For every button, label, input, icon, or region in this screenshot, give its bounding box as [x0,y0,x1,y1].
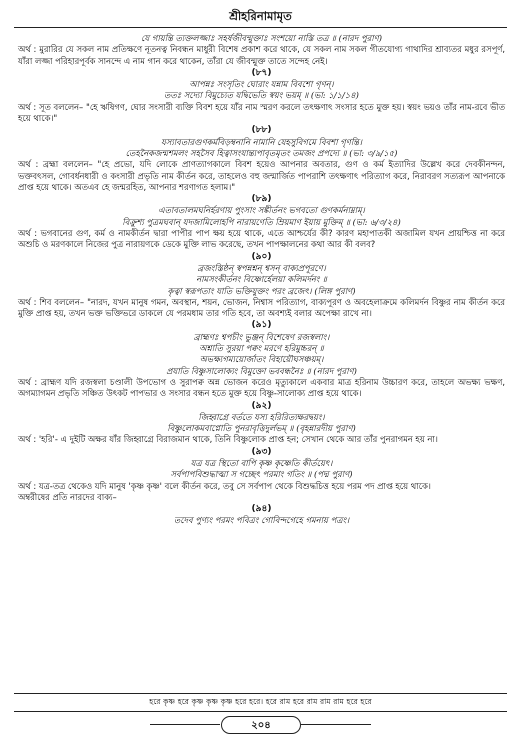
meaning-paragraph: অর্থ : ভগবানের গুণ, কর্ম ও নামকীর্তন দ্বারা পাপীর পাপ ক্ষয় হয়ে থাকে, এতে আশ্চর্যের কী? কারণ মহাপাতকী অজামিল যখন প্রায়শ্চিত্ত না করে অশুচি ও মরণকালে নিজের পুত্র নারায়ণকে ডেকে মুক্তি লাভ করেছে, তখন পাপক্ষালনের কথা আর কী বলব? [18,228,505,250]
verse-number: (৮৮) [251,125,272,136]
verse-line: বিক্রুশ্য পুত্রমঘবান্ যদজামিলোহপি নারায়ণেতি ম্রিয়মাণ ইয়ায় মুক্তিম্ ॥ (ভা: ৬/৩/২৪) [122,216,401,227]
verse-number: (৯৪) [251,504,272,515]
meaning-paragraph: অর্থ : যত্র-তত্র থেকেও যদি মানুষ 'কৃষ্ণ কৃষ্ণ' বলে কীর্তন করে, তবু সে সর্বপাপ থেকে বিশুদ্ধচিত্ত হয়ে পরম পদ প্রাপ্ত হয়ে থাকে। [18,480,431,491]
verse-number: (৯০) [251,251,272,262]
verse-line: কৃত্বা স্বরূপতাং যাতি ভক্তিযুক্তং পরং ব্রজেৎ। (লিঙ্গ পুরাণ) [167,285,356,296]
page-number-ornament-left [150,724,220,725]
meaning-paragraph: অর্থ : সূত বললেন– "হে ঋষিগণ, ঘোর সংসারী ব্যক্তি বিবশ হয়ে যাঁর নাম স্মরণ করলে তৎক্ষণাৎ সংসার হতে মুক্ত হয়। স্বয়ং ভয়ও তাঁর নাম-রবে ভীত হয়ে থাকে।" [18,101,505,124]
footer-divider-bottom [14,711,507,712]
page-number-frame [221,716,301,734]
verse-number: (৮৭) [251,67,272,78]
verse-line: যে গায়ন্তি ত্যক্তলজ্জাঃ সহর্ষজীবন্মুক্তাঃ সংশয়ো নাস্তি তত্র ॥ (নারদ পুরাণ) [140,33,383,43]
verse-line: যত্র যত্র স্থিতো বাপি কৃষ্ণ কৃষ্ণেতি কীর্তয়েৎ। [190,457,333,468]
verse-line: যস্যাবতারগুণকর্মবিড়ম্বনানি নামানি যেহসুবিগমে বিবশা গৃণন্তি। [160,136,363,147]
page-body [18,33,505,527]
verse-line: অশ্নাতি সুরয়া পক্বং মরণে হরিমুচ্চরন্ ॥ [199,343,324,354]
meaning-paragraph: অর্থ : ব্রাহ্মণ যদি রজস্বলা চণ্ডালী উপভোগ ও সুরাপক্ব অন্ন ভোজন করেও মৃত্যুকালে একবার মাত্র হরিনাম উচ্চারণ করে, তাহলে অভক্ষ্য ভক্ষণ, অগম্যাগমন প্রভৃতি সঞ্চিত উৎকট পাপভার ও সংসার বন্ধন হতে মুক্ত হয়ে বিষ্ণু-সালোক্য প্রাপ্ত হয়ে থাকে। [18,376,505,399]
verse-number: (৮৯) [251,194,272,205]
verse-line: জিহ্বাগ্রে বর্ততে যস্য হরিরিত্যক্ষরদ্বয়ং। [198,411,325,422]
verse-number: (৯৩) [251,446,272,457]
verse-line: বিষ্ণুলোকমবাপ্নোতি পুনরাবৃত্তিদুর্লভম্ ॥ (বৃহন্নারদীয় পুরাণ) [167,423,356,434]
footer-divider-top [14,693,507,694]
verse-line: ব্রাহ্মণঃ শ্বপচীং ভুঞ্জন্ বিশেষেণ রজস্বলাং। [193,331,330,342]
meaning-paragraph: অর্থ : মুরারির যে সকল নাম প্রতিক্ষণে নূতনত্ব নিবন্ধন মাধুরী বিশেষ প্রকাশ করে থাকে, যে সকল নাম সকল গীতযোগ্য গাথাদির শ্রাব্যতর মধুর রসপূর্ণ, যাঁরা লজ্জা পরিহারপূর্বক সানন্দে এ নাম গান করে থাকেন, তাঁরা যে জীবন্মুক্ত তাতে সন্দেহ নেই। [18,44,505,66]
verse-line: নামসংকীর্তনং বিষ্ণোর্হেলয়া কলিমর্দনং ॥ [196,274,327,285]
verse-number: (৯১) [251,320,272,331]
page-number: ২০৪ [251,720,271,731]
verse-line: অভক্ষ্যগম্যয়োর্জাতং বিহায়ৌঘসঞ্চয়ম্। [199,354,324,365]
meaning-paragraph: অর্থ : 'হরি'- এ দুইটি অক্ষর যাঁর জিহ্বাগ্রে বিরাজমান থাকে, তিনি বিষ্ণুলোক প্রাপ্ত হন; সেখান থেকে আর তাঁর পুনরাগমন হয় না। [18,434,438,445]
verse-line: প্রযাতি বিষ্ণুসালোক্যং বিমুক্তো ভববন্ধনৈঃ ॥ (নারদ পুরাণ) [166,365,357,376]
verse-line: এতাবতালমঘনির্হরণায় পুংসাং সঙ্কীর্তনং ভগবতো গুণকর্মনাম্নাম্। [158,205,365,216]
page-header-title: শ্রীহরিনামামৃত [229,9,292,23]
text-line: অম্বরীষের প্রতি নারদের বাক্য– [18,491,117,502]
header-divider [14,27,507,28]
verse-line: সর্বপাপবিশুদ্ধাত্মা স গচ্ছেৎ পরমাং গতিং ॥ (পদ্ম পুরাণ) [170,469,353,480]
verse-line: ততঃ সদ্যো বিমুচ্যেত যদ্বিভেতি স্বয়ং ভয়ম্ ॥ (ভা: ১/১/১৪) [164,90,359,101]
meaning-paragraph: অর্থ : শিব বললেন– "নারদ, যখন মানুষ গমন, অবস্থান, শয়ন, ভোজন, নিশ্বাস পরিত্যাগ, বাক্যপূরণ ও অবহেলাক্রমে কলিমর্দন বিষ্ণুর নাম কীর্তন করে মুক্তি প্রাপ্ত হয়, তখন ভক্ত ভক্তিভরে ডাকলে যে পরমধাম তার গতি হবে, তা অবশ্যই বলার অপেক্ষা রাখে না। [18,296,505,319]
verse-line: ব্রজংস্তিষ্ঠন্ স্বপন্নশ্নন্ শ্বসন্ বাক্যপ্রপূরণে। [197,262,326,273]
verse-line: তেহনৈকজন্মশমলং সহসৈব হিত্বাসংযান্ত্যপাবৃতমৃতং তমজং প্রপদ্যে ॥ (ভা: ৩/৯/১৫) [125,147,398,158]
verse-line: তদেব পুণ্যং পরমং পবিত্রং গোবিন্দগেহে গমনায় পত্রং। [173,515,350,526]
page-number-ornament-right [301,724,371,725]
meaning-paragraph: অর্থ : ব্রহ্মা বললেন– "হে প্রভো, যদি লোকে প্রাণত্যাগকালে বিবশ হয়েও আপনার অবতার, গুণ ও কর্ম ইত্যাদির উল্লেখ করে দেবকীনন্দন, ভক্তবৎসল, গোবর্ধনধারী ও কংসারী প্রভৃতি নাম কীর্তন করে, তাহলেও বহু জন্মার্জিত পাপরাশি তৎক্ষণাৎ পরিত্যাগ করে, নিরাবরণ সত্যরূপ আপনাকে প্রাপ্ত হয়ে থাকে। অতএব হে জন্মরহিত, আপনার শরণাগত হলাম।" [18,159,505,192]
footer-mantra: হরে কৃষ্ণ হরে কৃষ্ণ কৃষ্ণ কৃষ্ণ হরে হরে। হরে রাম হরে রাম রাম রাম হরে হরে [149,697,372,706]
verse-number: (৯২) [251,400,272,411]
verse-line: আপন্নঃ সংসৃতিং ঘোরাং যন্নাম বিবশো গৃণন্। [189,79,334,90]
